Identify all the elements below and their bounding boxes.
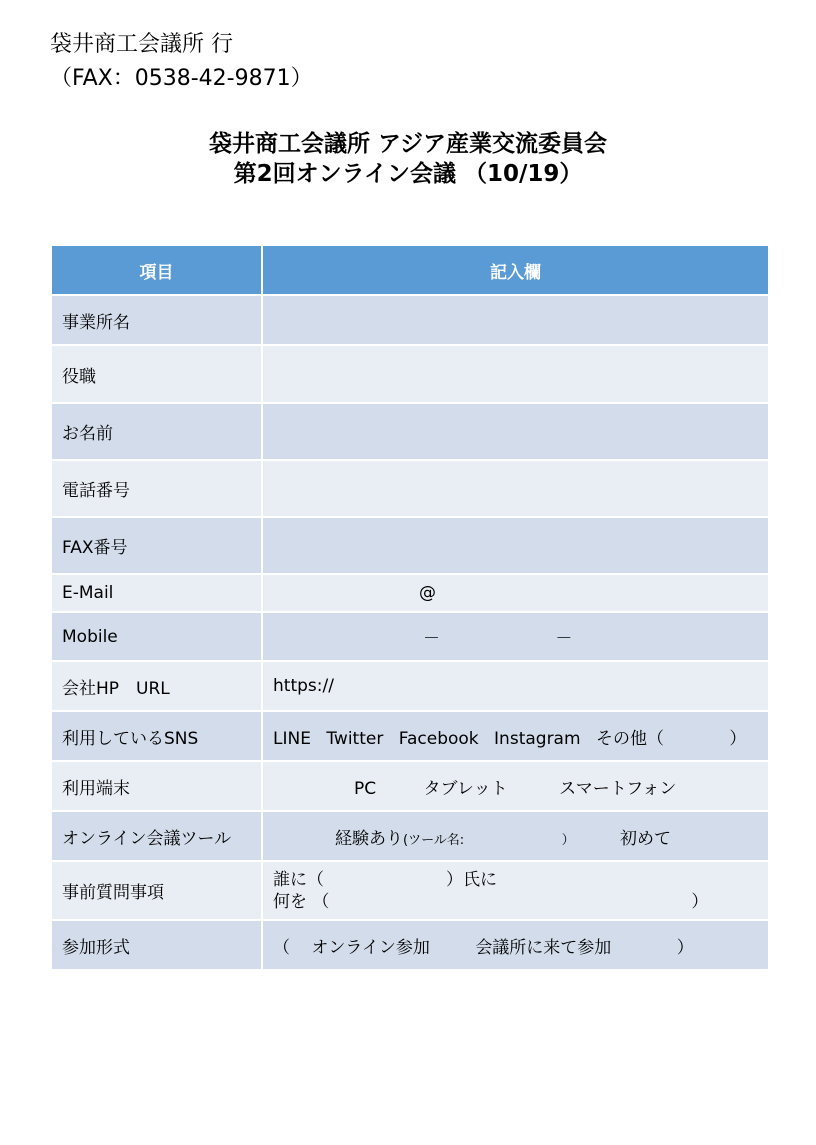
table-row xyxy=(51,711,769,761)
table-row xyxy=(51,612,769,661)
row-label-email: E-Mail xyxy=(51,574,262,612)
position-field[interactable] xyxy=(262,345,769,403)
table-row xyxy=(51,517,769,574)
page-subtitle: 第2回オンライン会議 （10/19） xyxy=(233,161,583,187)
column-header-item: 項目 xyxy=(51,245,262,295)
table-row xyxy=(51,460,769,517)
addressee: 袋井商工会議所 行 xyxy=(50,32,233,57)
row-label-mobile: Mobile xyxy=(51,612,262,661)
mobile-field[interactable] xyxy=(262,612,769,661)
mobile-dash-1: － xyxy=(423,629,440,649)
table-row xyxy=(51,403,769,460)
row-label-name: お名前 xyxy=(51,403,262,460)
participation-open: （ xyxy=(273,937,290,958)
question-who-suffix: ）氏に xyxy=(446,869,497,890)
participation-option-online[interactable]: オンライン参加 xyxy=(311,937,430,958)
phone-field[interactable] xyxy=(262,460,769,517)
participation-option-onsite[interactable]: 会議所に来て参加 xyxy=(475,937,612,958)
tool-option-first-time[interactable]: 初めて xyxy=(620,828,672,849)
participation-field[interactable] xyxy=(262,920,769,970)
question-what-line xyxy=(273,891,758,913)
row-label-sns: 利用しているSNS xyxy=(51,711,262,761)
table-row xyxy=(51,761,769,811)
row-label-participation: 参加形式 xyxy=(51,920,262,970)
table-row xyxy=(51,811,769,861)
fax-number: （FAX：0538-42-9871） xyxy=(50,66,313,91)
column-header-entry: 記入欄 xyxy=(262,245,769,295)
row-label-position: 役職 xyxy=(51,345,262,403)
questions-field[interactable] xyxy=(262,861,769,920)
fax-field[interactable] xyxy=(262,517,769,574)
tool-name-close: ） xyxy=(561,832,575,848)
table-row xyxy=(51,345,769,403)
sns-option-instagram[interactable]: Instagram xyxy=(494,728,581,749)
sns-option-other[interactable]: その他（ xyxy=(595,728,664,749)
page-title: 袋井商工会議所 アジア産業交流委員会 xyxy=(208,131,608,157)
online-tool-field[interactable] xyxy=(262,811,769,861)
registration-form-table xyxy=(50,244,770,971)
name-field[interactable] xyxy=(262,403,769,460)
table-header-row xyxy=(51,245,769,295)
company-name-field[interactable] xyxy=(262,295,769,345)
participation-close: ） xyxy=(676,937,694,958)
device-option-tablet[interactable]: タブレット xyxy=(423,778,508,799)
row-label-online-tool: オンライン会議ツール xyxy=(51,811,262,861)
device-field[interactable] xyxy=(262,761,769,811)
question-who-label: 誰に（ xyxy=(273,869,324,890)
row-label-url: 会社HP URL xyxy=(51,661,262,711)
row-label-questions: 事前質問事項 xyxy=(51,861,262,920)
url-field[interactable]: https:// xyxy=(262,661,769,711)
table-row xyxy=(51,661,769,711)
question-what-close: ） xyxy=(691,891,709,912)
sns-option-line[interactable]: LINE xyxy=(273,728,311,749)
tool-name-label: (ツール名: xyxy=(403,832,465,848)
sns-option-facebook[interactable]: Facebook xyxy=(398,728,479,749)
row-label-phone: 電話番号 xyxy=(51,460,262,517)
row-label-device: 利用端末 xyxy=(51,761,262,811)
row-label-company: 事業所名 xyxy=(51,295,262,345)
table-row xyxy=(51,295,769,345)
row-label-fax: FAX番号 xyxy=(51,517,262,574)
email-at-sign: @ xyxy=(419,583,436,603)
question-who-line xyxy=(273,869,758,891)
table-row xyxy=(51,574,769,612)
sns-other-close: ） xyxy=(729,728,747,749)
table-row xyxy=(51,920,769,970)
tool-option-experienced[interactable]: 経験あり xyxy=(335,828,403,849)
sns-option-twitter[interactable]: Twitter xyxy=(326,728,384,749)
email-field[interactable] xyxy=(262,574,769,612)
table-row xyxy=(51,861,769,920)
device-option-pc[interactable]: PC xyxy=(354,778,377,799)
device-option-smartphone[interactable]: スマートフォン xyxy=(559,778,677,799)
sns-field[interactable] xyxy=(262,711,769,761)
mobile-dash-2: － xyxy=(555,629,573,649)
question-what-label: 何を （ xyxy=(273,891,330,912)
